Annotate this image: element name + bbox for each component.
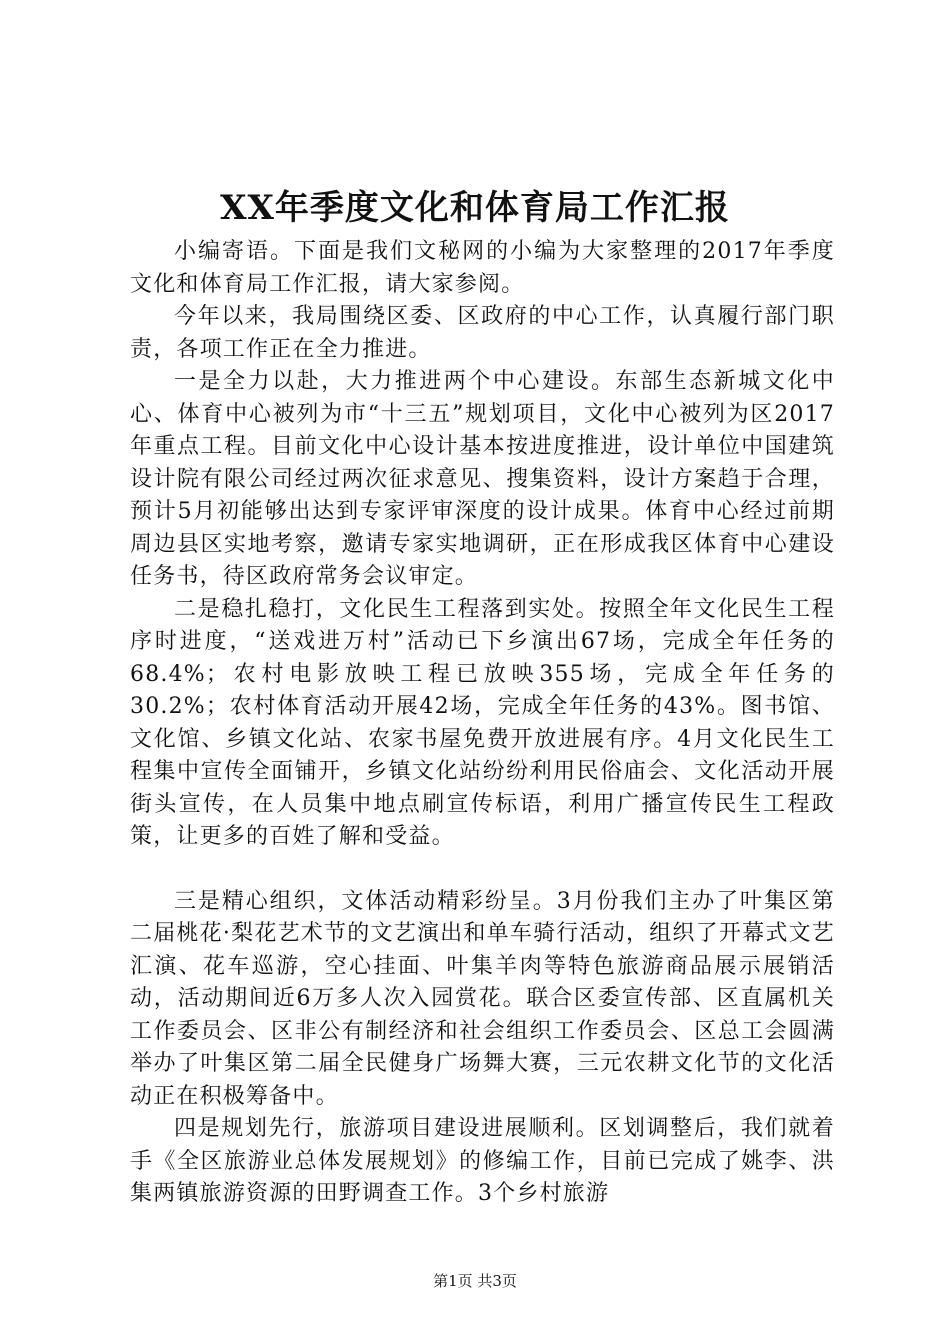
paragraph-item-three: 三是精心组织，文体活动精彩纷呈。3月份我们主办了叶集区第二届桃花·梨花艺术节的文艺演出和单车骑行活动，组织了开幕式文艺汇演、花车巡游，空心挂面、叶集羊肉等特色旅游商品展示展销活动，活动期间近6万多人次入园赏花。联合区委宣传部、区直属机关工作委员会、区非公有制经济和社会组织工作委员会、区总工会圆满举办了叶集区第二届全民健身广场舞大赛，三元农耕文化节的文化活动正在积极筹备中。	[130, 888, 835, 1109]
paragraph-intro: 小编寄语。下面是我们文秘网的小编为大家整理的2017年季度文化和体育局工作汇报，请大家参阅。	[130, 239, 835, 297]
paragraph-overview: 今年以来，我局围绕区委、区政府的中心工作，认真履行部门职责，各项工作正在全力推进。	[130, 304, 835, 362]
paragraph-item-four: 四是规划先行，旅游项目建设进展顺利。区划调整后，我们就着手《全区旅游业总体发展规划》的修编工作，目前已完成了姚李、洪集两镇旅游资源的田野调查工作。3个乡村旅游	[130, 1116, 835, 1206]
document-title: XX年季度文化和体育局工作汇报	[220, 188, 730, 228]
paragraph-item-one: 一是全力以赴，大力推进两个中心建设。东部生态新城文化中心、体育中心被列为市“十三五”规划项目，文化中心被列为区2017年重点工程。目前文化中心设计基本按进度推进，设计单位中国建筑设计院有限公司经过两次征求意见、搜集资料，设计方案趋于合理，预计5月初能够出达到专家评审深度的设计成果。体育中心经过前期周边县区实地考察，邀请专家实地调研，正在形成我区体育中心建设任务书，待区政府常务会议审定。	[130, 369, 835, 589]
paragraph-item-two: 二是稳扎稳打，文化民生工程落到实处。按照全年文化民生工程序时进度，“送戏进万村”活动已下乡演出67场，完成全年任务的68.4%；农村电影放映工程已放映355场，完成全年任务的30.2%；农村体育活动开展42场，完成全年任务的43%。图书馆、文化馆、乡镇文化站、农家书屋免费开放进展有序。4月文化民生工程集中宣传全面铺开，乡镇文化站纷纷利用民俗庙会、文化活动开展街头宣传，在人员集中地点刷宣传标语，利用广播宣传民生工程政策，让更多的百姓了解和受益。	[130, 596, 835, 849]
page-number-footer: 第1页 共3页	[433, 1272, 517, 1290]
document-body	[130, 236, 835, 1211]
